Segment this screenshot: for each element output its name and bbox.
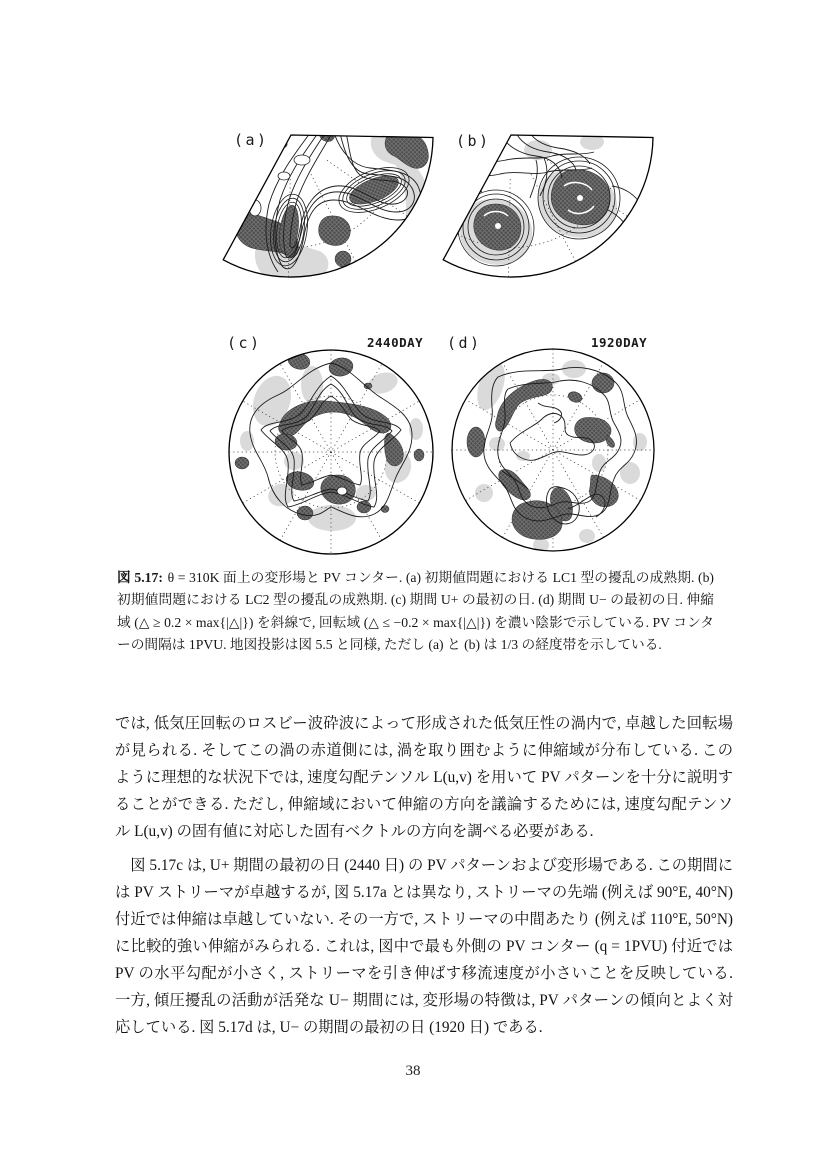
page-number: 38 [405,1063,421,1079]
panel-b-map [440,126,656,310]
panel-c-day-label: 2440DAY [367,335,424,350]
figure-caption-text: θ = 310K 面上の変形場と PV コンター. (a) 初期値問題における LC1 型の擾乱の成熟期. (b) 初期値問題における LC2 型の擾乱の成熟期. (c) 期間 U+ の最初の日. (d) 期間 U− の最初の日. 伸縮域 (△ ≥ 0.2 × max{|△|}) を斜線で, 回転域 (△ ≤ −0.2 × max{|△|}) を濃い陰影で示している. PV コンターの間隔は 1PVU. 地図投影は図 5.5 と同様, ただし (a) と (b) は 1/3 の経度帯を示している. [117,570,714,653]
panel-a-label: (a) [234,131,269,149]
panel-d-label: (d) [447,334,482,352]
rotation-region-shading [235,132,429,267]
panel-c-label: (c) [227,334,262,352]
paragraph-2: 図 5.17c は, U+ 期間の最初の日 (2440 日) の PV パターンおよび変形場である. この期間には PV ストリーマが卓越するが, 図 5.17a とは異なり, ストリーマの先端 (例えば 90°E, 40°N) 付近では伸縮は卓越していない. その一方で, ストリーマの中間あたり (例えば 110°E, 50°N) に比較的強い伸縮がみられる. これは, 図中で最も外側の PV コンター (q = 1PVU) 付近では PV の水平勾配が小さく, ストリーマを引き伸ばす移流速度が小さいことを反映している. 一方, 傾圧擾乱の活動が活発な U− 期間には, 変形場の特徴は, PV パターンの傾向とよく対応している. 図 5.17d は, U− の期間の最初の日 (1920 日) である. [115,857,733,1036]
figure-caption [117,567,714,657]
panel-d-day-label: 1920DAY [591,335,648,350]
panel-a-map [222,126,436,308]
body-text [115,710,733,1041]
panel-b-label: (b) [456,132,491,150]
panel-d-map [450,343,662,559]
paragraph-1: では, 低気圧回転のロスビー波砕波によって形成された低気圧性の渦内で, 卓越した回転場が見られる. そしてこの渦の赤道側には, 渦を取り囲むように伸縮域が分布している. このように理想的な状況下では, 速度勾配テンソル L(u,v) を用いて PV パターンを十分に説明することができる. ただし, 伸縮域において伸縮の方向を議論するためには, 速度勾配テンソル L(u,v) の固有値に対応した固有ベクトルの方向を調べる必要がある. [115,715,733,840]
panel-c-map [226,343,438,559]
figure-caption-number: 図 5.17: [117,570,163,585]
